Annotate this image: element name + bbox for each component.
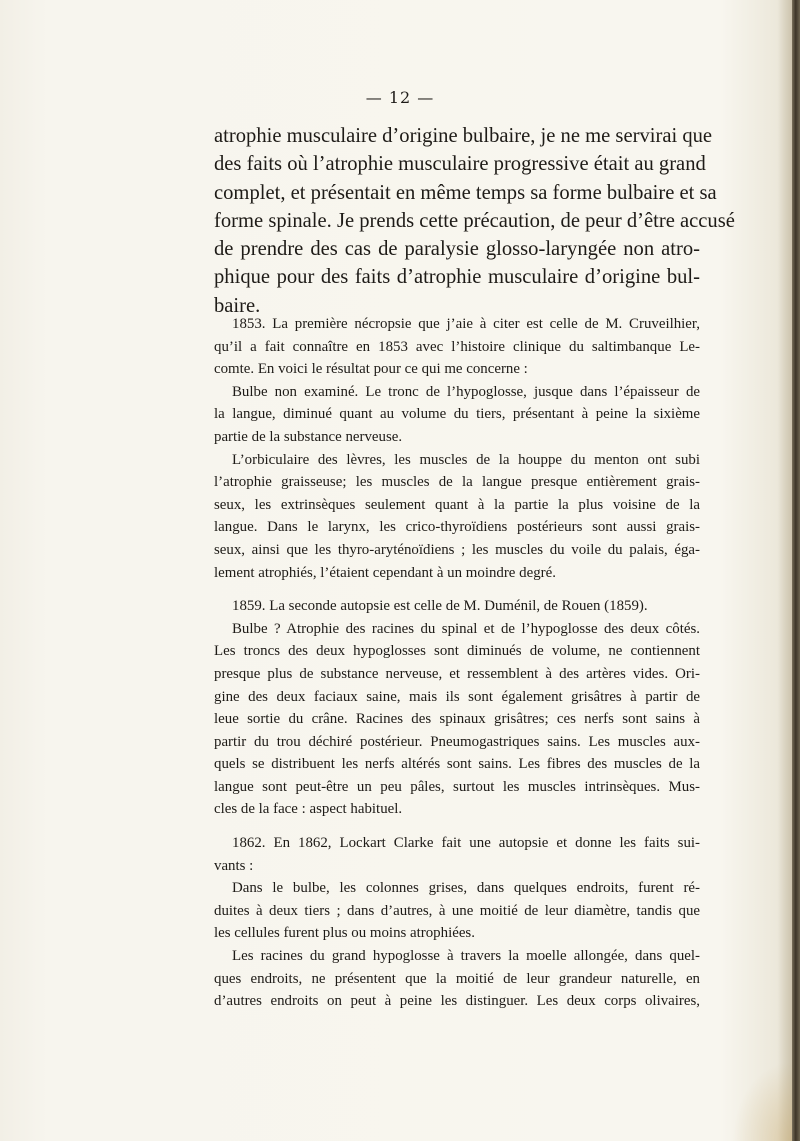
text-line: de prendre des cas de paralysie glosso-laryngée non atro-: [214, 238, 700, 261]
text-line: leue sortie du crâne. Racines des spinaux grisâtres; ces nerfs sont sains à: [214, 711, 700, 728]
text-line: des faits où l’atrophie musculaire progressive était au grand: [214, 153, 706, 176]
text-line: seux, ainsi que les thyro-aryténoïdiens ; les muscles du voile du palais, éga-: [214, 541, 700, 558]
text-line: duites à deux tiers ; dans d’autres, à une moitié de leur diamètre, tandis que: [214, 902, 700, 919]
text-line: les cellules furent plus ou moins atrophiées.: [214, 925, 475, 942]
page-edge: [792, 0, 800, 1141]
text-line: 1853. La première nécropsie que j’aie à citer est celle de M. Cruveilhier,: [232, 316, 700, 332]
text-line: quels se distribuent les nerfs altérés sont sains. Les fibres des muscles de la: [214, 756, 700, 773]
page-number: — 12 —: [365, 88, 435, 107]
text-line: Les racines du grand hypoglosse à travers la moelle allongée, dans quel-: [232, 948, 700, 965]
case-1859: [214, 595, 700, 821]
text-line: Bulbe ? Atrophie des racines du spinal et de l’hypoglosse des deux côtés.: [232, 620, 700, 637]
text-line: L’orbiculaire des lèvres, les muscles de la houppe du menton ont subi: [232, 451, 700, 468]
text-line: partir du trou déchiré postérieur. Pneumogastriques sains. Les muscles aux-: [214, 733, 700, 750]
text-line: Dans le bulbe, les colonnes grises, dans quelques endroits, furent ré-: [232, 880, 700, 897]
text-line: Les troncs des deux hypoglosses sont diminués de volume, ne contiennent: [214, 643, 700, 660]
text-line: lement atrophiés, l’étaient cependant à un moindre degré.: [214, 564, 556, 581]
text-line: gine des deux faciaux saine, mais ils sont également grisâtres à partir de: [214, 688, 700, 705]
paper-stain: [732, 1061, 792, 1141]
text-line: complet, et présentait en même temps sa forme bulbaire et sa: [214, 181, 717, 204]
text-line: atrophie musculaire d’origine bulbaire, je ne me servirai que: [214, 125, 713, 147]
text-line: 1862. En 1862, Lockart Clarke fait une autopsie et donne les faits sui-: [232, 835, 700, 852]
case-1853: [214, 313, 700, 584]
text-line: forme spinale. Je prends cette précaution, de peur d’être accusé: [214, 209, 735, 232]
text-line: ques endroits, ne présentent que la moitié de leur grandeur naturelle, en: [214, 970, 700, 987]
text-line: phique pour des faits d’atrophie musculaire d’origine bul-: [214, 266, 700, 289]
text-line: cles de la face : aspect habituel.: [214, 801, 403, 818]
text-line: vants :: [214, 857, 254, 874]
text-line: langue. Dans le larynx, les crico-thyroïdiens postérieurs sont aussi grais-: [214, 519, 700, 536]
text-line: comte. En voici le résultat pour ce qui me concerne :: [214, 361, 528, 378]
case-1862: [214, 832, 700, 1013]
text-line: seux, les extrinsèques seulement quant à la partie la plus voisine de la: [214, 496, 700, 513]
text-line: la langue, diminué quant au volume du tiers, présentant à peine la sixième: [214, 406, 700, 423]
text-line: 1859. La seconde autopsie est celle de M. Duménil, de Rouen (1859).: [232, 598, 648, 615]
text-line: partie de la substance nerveuse.: [214, 428, 403, 445]
text-line: d’autres endroits on peut à peine les distinguer. Les deux corps olivaires,: [214, 993, 700, 1010]
binding-shadow: [778, 0, 792, 1141]
text-line: presque plus de substance nerveuse, et ressemblent à des artères vides. Ori-: [214, 665, 700, 682]
text-line: langue sont peut-être un peu pâles, surtout les muscles intrinsèques. Mus-: [214, 778, 700, 795]
text-line: qu’il a fait connaître en 1853 avec l’histoire clinique du saltimbanque Le-: [214, 338, 700, 355]
text-line: baire.: [214, 294, 261, 317]
text-line: l’atrophie graisseuse; les muscles de la langue presque entièrement grais-: [214, 474, 700, 491]
text-line: Bulbe non examiné. Le tronc de l’hypoglosse, jusque dans l’épaisseur de: [232, 383, 700, 400]
case-notes: [214, 313, 700, 1013]
intro-paragraph: [214, 122, 735, 320]
